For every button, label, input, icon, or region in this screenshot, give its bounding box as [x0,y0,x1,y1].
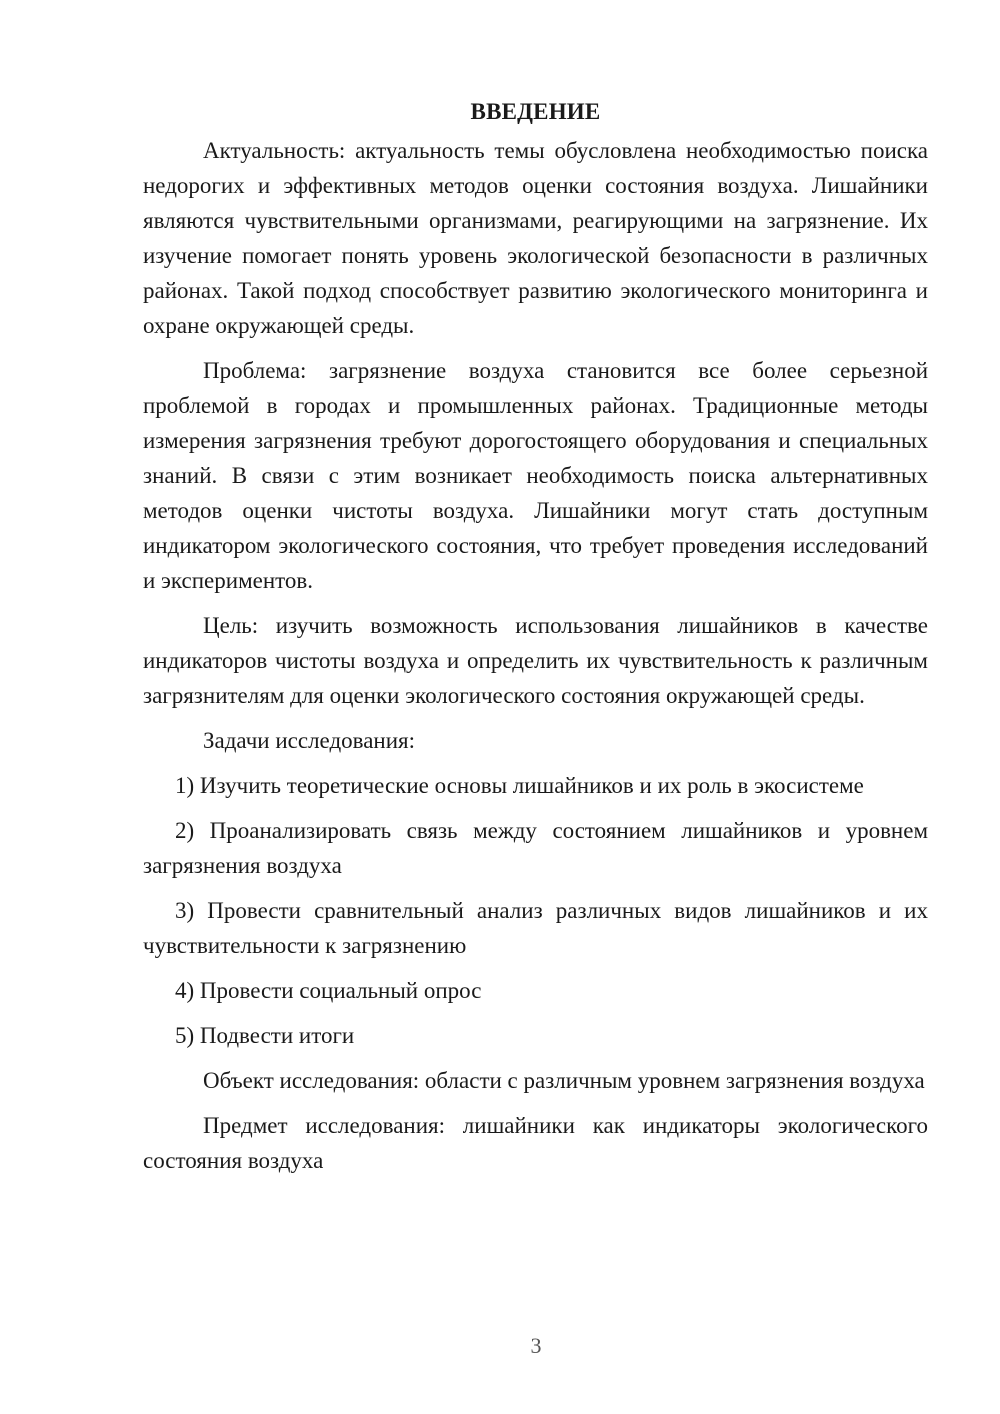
task-item-5: 5) Подвести итоги [175,1023,355,1048]
task-item-3: 3) Провести сравнительный анализ различных видов лишайников и их чувствительности к загрязнению [143,898,928,958]
goal-paragraph: Цель: изучить возможность использования лишайников в качестве индикаторов чистоты воздуха и определить их чувствительность к различным загрязнителям для оценки экологического состояния окружающей среды. [143,613,928,708]
subject-paragraph: Предмет исследования: лишайники как индикаторы экологического состояния воздуха [143,1113,928,1173]
tasks-heading: Задачи исследования: [203,728,416,753]
document-body [143,94,928,1188]
problem-paragraph: Проблема: загрязнение воздуха становится все более серьезной проблемой в городах и промышленных районах. Традиционные методы измерения загрязнения требуют дорогостоящего оборудования и специальных знаний. В связи с этим возникает необходимость поиска альтернативных методов оценки чистоты воздуха. Лишайники могут стать доступным индикатором экологического состояния, что требует проведения исследований и экспериментов. [143,358,928,593]
object-paragraph: Объект исследования: области с различным уровнем загрязнения воздуха [203,1068,925,1093]
relevance-paragraph: Актуальность: актуальность темы обусловлена необходимостью поиска недорогих и эффективных методов оценки состояния воздуха. Лишайники являются чувствительными организмами, реагирующими на загрязнение. Их изучение помогает понять уровень экологической безопасности в различных районах. Такой подход способствует развитию экологического мониторинга и охране окружающей среды. [143,138,928,338]
task-item-1: 1) Изучить теоретические основы лишайников и их роль в экосистеме [175,773,864,798]
page-number: 3 [530,1333,542,1358]
task-item-2: 2) Проанализировать связь между состоянием лишайников и уровнем загрязнения воздуха [143,818,928,878]
page-title: ВВЕДЕНИЕ [470,99,601,124]
task-item-4: 4) Провести социальный опрос [175,978,482,1003]
